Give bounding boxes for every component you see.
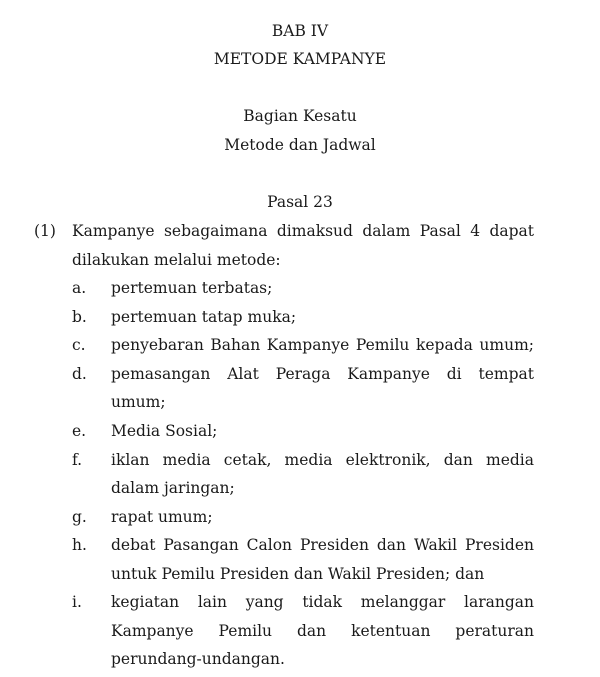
list-item-text-continued: perundang-undangan. <box>111 650 285 668</box>
list-item-text: pertemuan terbatas; <box>111 279 273 297</box>
list-item-text: rapat umum; <box>111 508 213 526</box>
list-item-text: iklan media cetak, media elektronik, dan media <box>111 451 534 469</box>
list-item-text: kegiatan lain yang tidak melanggar larangan <box>111 593 534 611</box>
list-item-text: penyebaran Bahan Kampanye Pemilu kepada umum; <box>111 336 534 354</box>
part-title: Metode dan Jadwal <box>224 136 376 154</box>
list-item-letter: h. <box>72 536 87 554</box>
list-item-text-continued: dalam jaringan; <box>111 479 235 497</box>
part-heading: Bagian Kesatu <box>243 107 357 125</box>
list-item-letter: i. <box>72 593 82 611</box>
paragraph-text-line-1: Kampanye sebagaimana dimaksud dalam Pasal 4 dapat <box>72 222 534 240</box>
list-item-text: debat Pasangan Calon Presiden dan Wakil Presiden <box>111 536 534 554</box>
list-item-text-continued: Kampanye Pemilu dan ketentuan peraturan <box>111 622 534 640</box>
list-item-letter: f. <box>72 451 83 469</box>
list-item-letter: d. <box>72 365 87 383</box>
list-item-letter: e. <box>72 422 87 440</box>
paragraph-text-line-2: dilakukan melalui metode: <box>72 251 281 269</box>
list-item-letter: a. <box>72 279 87 297</box>
list-item-letter: c. <box>72 336 86 354</box>
list-item-text: pertemuan tatap muka; <box>111 308 297 326</box>
list-item-text: Media Sosial; <box>111 422 218 440</box>
list-item-text-continued: umum; <box>111 393 166 411</box>
article-heading: Pasal 23 <box>267 193 333 211</box>
list-item-text-continued: untuk Pemilu Presiden dan Wakil Presiden; dan <box>111 565 485 583</box>
list-item-letter: g. <box>72 508 87 526</box>
list-item-text: pemasangan Alat Peraga Kampanye di tempat <box>111 365 534 383</box>
paragraph-number: (1) <box>34 222 56 240</box>
chapter-heading: BAB IV <box>271 22 329 40</box>
chapter-title: METODE KAMPANYE <box>213 50 387 68</box>
list-item-letter: b. <box>72 308 87 326</box>
